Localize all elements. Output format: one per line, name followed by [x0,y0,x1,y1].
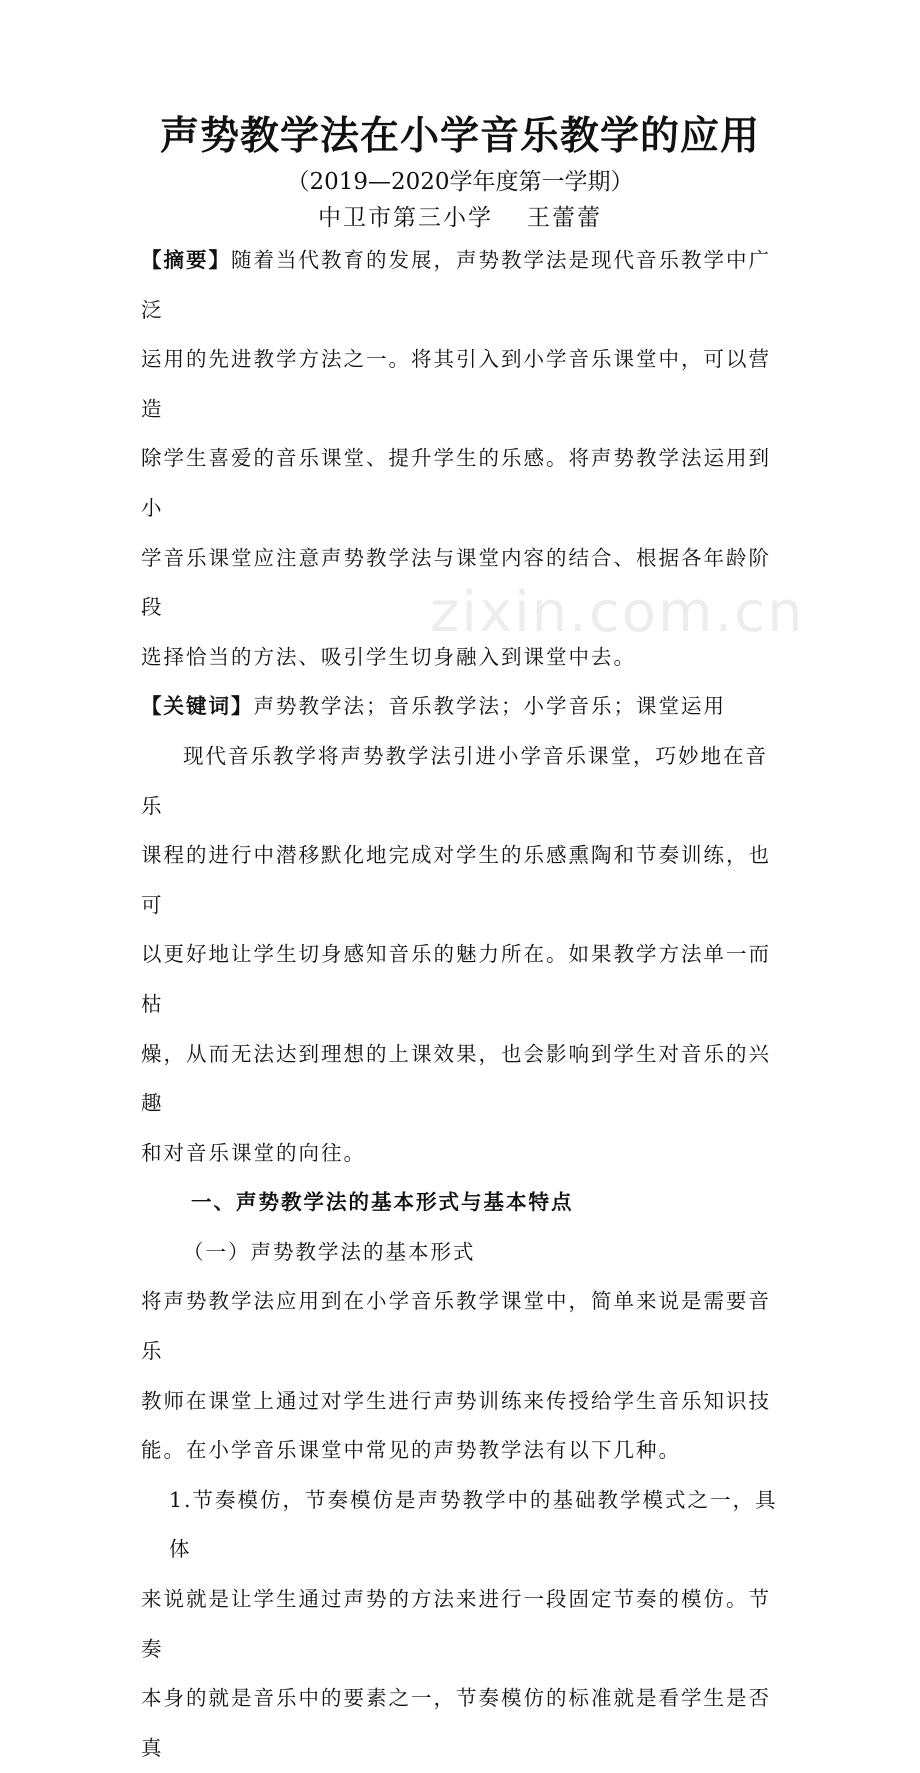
paragraph-line: 将声势教学法应用到在小学音乐教学课堂中，简单来说是需要音乐 [141,1289,771,1364]
list-item-line: 本身的就是音乐中的要素之一，节奏模仿的标准就是看学生是否真 [141,1686,771,1760]
intro-line: 以更好地让学生切身感知音乐的魅力所在。如果教学方法单一而枯 [141,942,771,1016]
subsection-heading: （一）声势教学法的基本形式 [183,1239,476,1264]
abstract-line [141,236,781,335]
intro-line: 燥，从而无法达到理想的上课效果，也会影响到学生对音乐的兴趣 [141,1041,771,1116]
abstract-text: 随着当代教育的发展，声势教学法是现代音乐教学中广泛 [141,248,771,322]
author-school: 中卫市第三小学 [318,205,493,231]
watermark: zixin.com.cn [430,580,805,645]
section-heading: 一、声势教学法的基本形式与基本特点 [191,1190,574,1215]
list-item-line: 1.节奏模仿，节奏模仿是声势教学中的基础教学模式之一，具体 [169,1487,778,1562]
intro-line: 和对音乐课堂的向往。 [141,1140,366,1165]
abstract-line: 选择恰当的方法、吸引学生切身融入到课堂中去。 [141,644,636,669]
paragraph-line: 教师在课堂上通过对学生进行声势训练来传授给学生音乐知识技 [141,1388,771,1413]
keywords-label: 【关键词】 [141,694,254,719]
abstract-label: 【摘要】 [141,248,231,272]
keywords-line [141,682,781,732]
author-line [0,200,920,236]
abstract-line: 运用的先进教学方法之一。将其引入到小学音乐课堂中，可以营造 [141,347,771,421]
abstract-line: 除学生喜爱的音乐课堂、提升学生的乐感。将声势教学法运用到小 [141,446,771,520]
keywords-text: 声势教学法；音乐教学法；小学音乐；课堂运用 [253,694,726,719]
document-subtitle: （2019—2020学年度第一学期） [286,169,634,195]
document-title: 声势教学法在小学音乐教学的应用 [159,113,760,159]
author-name: 王蕾蕾 [527,205,602,231]
document-body [141,236,781,1773]
intro-line: 课程的进行中潜移默化地完成对学生的乐感熏陶和节奏训练，也可 [141,843,771,917]
abstract-line: 学音乐课堂应注意声势教学法与课堂内容的结合、根据各年龄阶段 [141,545,771,620]
paragraph-line: 能。在小学音乐课堂中常见的声势教学法有以下几种。 [141,1438,681,1463]
list-item-line: 来说就是让学生通过声势的方法来进行一段固定节奏的模仿。节奏 [141,1587,771,1661]
intro-line: 现代音乐教学将声势教学法引进小学音乐课堂，巧妙地在音乐 [141,743,768,818]
